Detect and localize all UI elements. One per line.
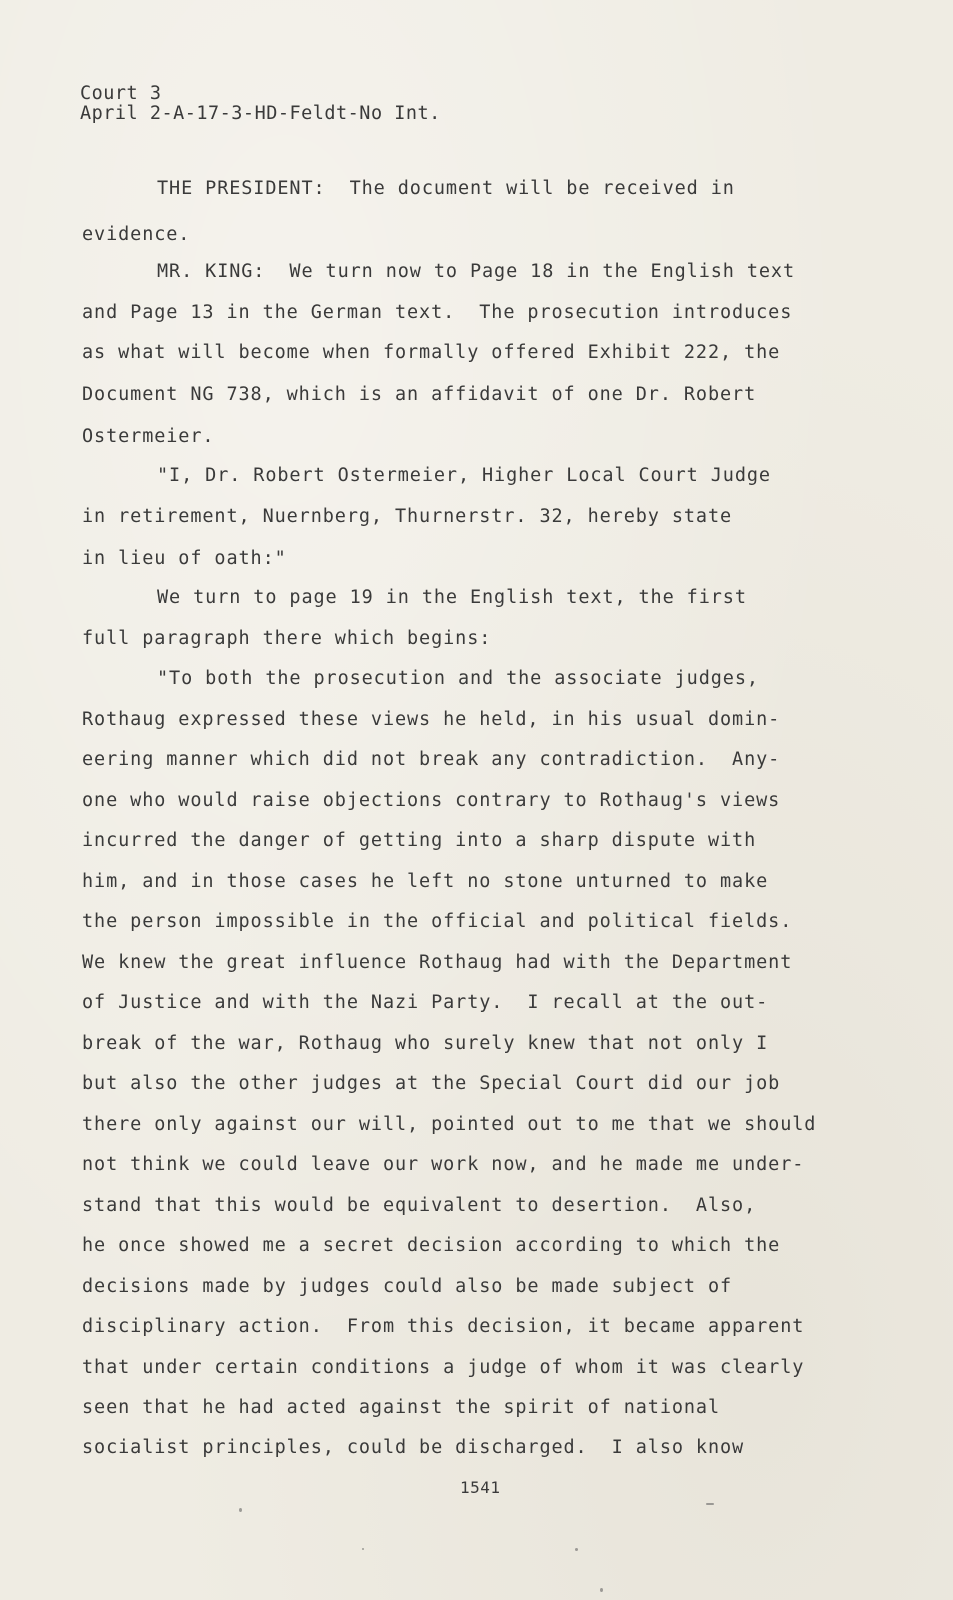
text-line: Ostermeier. [82,426,215,447]
text-line: break of the war, Rothaug who surely knew that not only I [82,1033,769,1054]
text-line: decisions made by judges could also be made subject of [82,1276,733,1297]
text-line: he once showed me a secret decision according to which the [82,1235,781,1256]
text-line: We knew the great influence Rothaug had with the Department [82,952,793,973]
header-reference: April 2-A-17-3-HD-Feldt-No Int. [80,103,441,124]
text-line: in retirement, Nuernberg, Thurnerstr. 32, hereby state [82,506,733,527]
text-line: THE PRESIDENT: The document will be received in [157,178,735,199]
text-line: not think we could leave our work now, and he made me under- [82,1154,805,1175]
paper-speck [575,1548,578,1551]
text-line: Rothaug expressed these views he held, in his usual domin- [82,709,781,730]
text-line: eering manner which did not break any contradiction. Any- [82,749,781,770]
text-line: but also the other judges at the Special Court did our job [82,1073,781,1094]
text-line: him, and in those cases he left no stone unturned to make [82,871,769,892]
text-line: incurred the danger of getting into a sharp dispute with [82,830,757,851]
text-line: evidence. [82,224,191,245]
text-line: as what will become when formally offered Exhibit 222, the [82,342,781,363]
text-line: the person impossible in the official and political fields. [82,911,793,932]
page-number: 1541 [460,1478,501,1497]
text-line: seen that he had acted against the spirit of national [82,1397,721,1418]
text-line: that under certain conditions a judge of whom it was clearly [82,1357,805,1378]
paper-speck [600,1588,603,1592]
text-line: "To both the prosecution and the associate judges, [157,668,759,689]
header-court: Court 3 [80,83,162,104]
paper-speck [362,1548,364,1550]
text-line: one who would raise objections contrary to Rothaug's views [82,790,781,811]
text-line: stand that this would be equivalent to desertion. Also, [82,1195,757,1216]
text-line: "I, Dr. Robert Ostermeier, Higher Local Court Judge [157,465,771,486]
paper-speck [239,1508,242,1512]
text-line: disciplinary action. From this decision, it became apparent [82,1316,805,1337]
document-header [80,84,441,124]
text-line: MR. KING: We turn now to Page 18 in the English text [157,261,796,282]
text-line: full paragraph there which begins: [82,628,492,649]
text-line: in lieu of oath:" [82,548,287,569]
text-line: and Page 13 in the German text. The prosecution introduces [82,302,793,323]
paper-speck [706,1503,714,1505]
text-line: of Justice and with the Nazi Party. I recall at the out- [82,992,769,1013]
text-line: Document NG 738, which is an affidavit of one Dr. Robert [82,384,757,405]
text-line: there only against our will, pointed out to me that we should [82,1114,817,1135]
text-line: We turn to page 19 in the English text, the first [157,587,747,608]
text-line: socialist principles, could be discharged. I also know [82,1437,745,1458]
